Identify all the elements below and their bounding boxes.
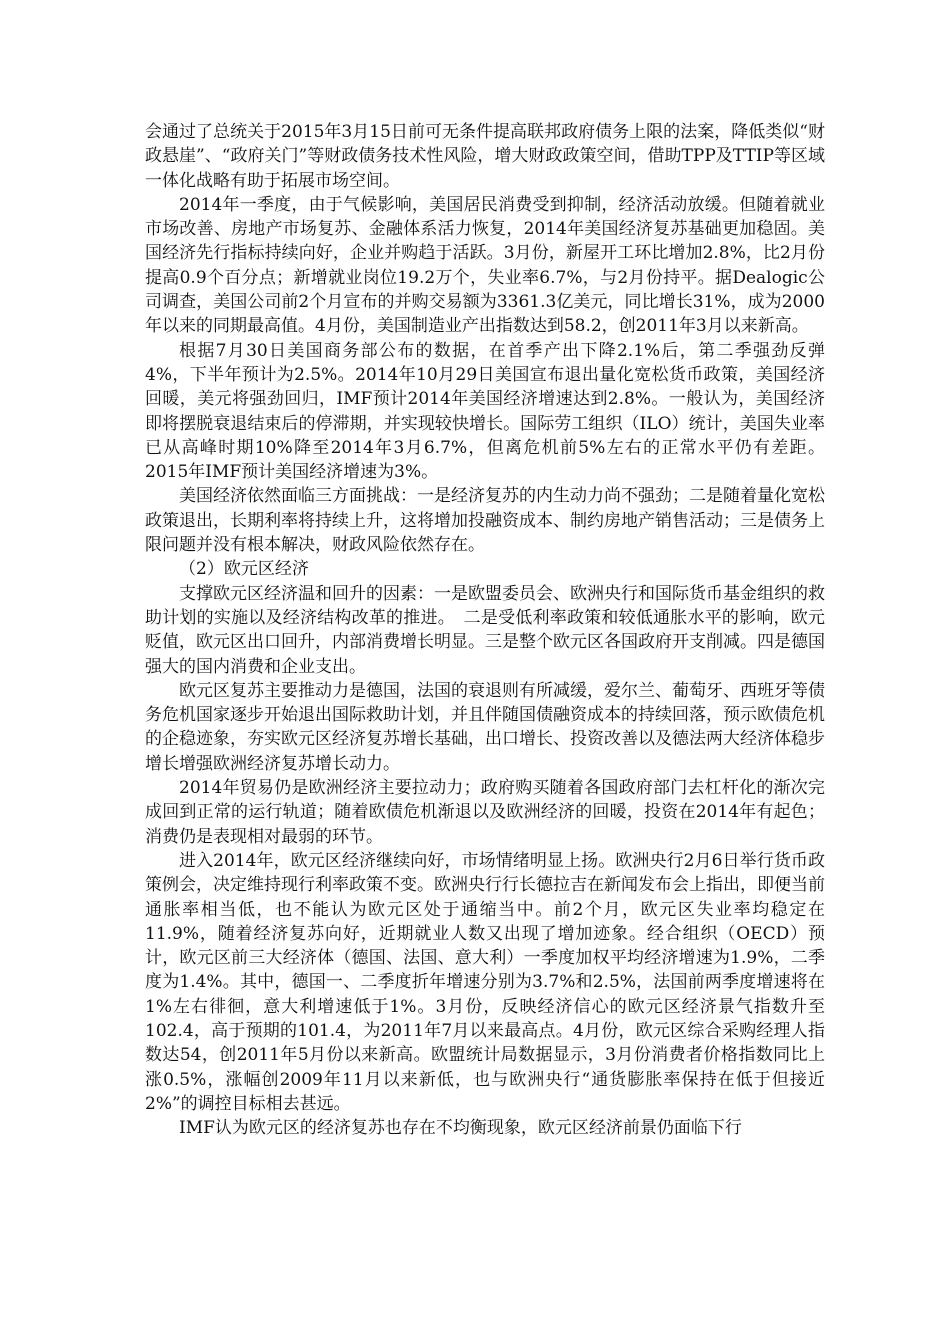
paragraph-eurozone-trade: 2014年贸易仍是欧洲经济主要拉动力；政府购买随着各国政府部门去杠杆化的渐次完成回到正常的运行轨道；随着欧债危机渐退以及欧洲经济的回暖，投资在2014年有起色；消费仍是表现相对最弱的环节。 — [145, 778, 825, 847]
paragraph-eurozone-2014: 进入2014年，欧元区经济继续向好，市场情绪明显上扬。欧洲央行2月6日举行货币政策例会，决定维持现行利率政策不变。欧洲央行行长德拉吉在新闻发布会上指出，即便当前通胀率相当低，也不能认为欧元区处于通缩当中。前2个月，欧元区失业率均稳定在11.9%，随着经济复苏向好，近期就业人数又出现了增加迹象。经合组织（OECD）预计，欧元区前三大经济体（德国、法国、意大利）一季度加权平均经济增速为1.9%，二季度为1.4%。其中，德国一、二季度折年增速分别为3.7%和2.5%，法国前两季度增速将在1%左右徘徊，意大利增速低于1%。3月份，反映经济信心的欧元区经济景气指数升至102.4，高于预期的101.4，为2011年7月以来最高点。4月份，欧元区综合采购经理人指数达54，创2011年5月份以来新高。欧盟统计局数据显示，3月份消费者价格指数同比上涨0.5%，涨幅创2009年11月以来新低，也与欧洲央行“通货膨胀率保持在低于但接近2%”的调控目标相去甚远。 — [145, 850, 825, 1114]
paragraph-eurozone-factors: 支撑欧元区经济温和回升的因素：一是欧盟委员会、欧洲央行和国际货币基金组织的救助计划的实施以及经济结构改革的推进。 二是受低利率政策和较低通胀水平的影响，欧元贬值，欧元区出口回升，内部消费增长明显。三是整个欧元区各国政府开支削减。四是德国强大的国内消费和企业支出。 — [145, 583, 825, 677]
paragraph-us-q1: 2014年一季度，由于气候影响，美国居民消费受到抑制，经济活动放缓。但随着就业市场改善、房地产市场复苏、金融体系活力恢复，2014年美国经济复苏基础更加稳固。美国经济先行指标持续向好，企业并购趋于活跃。3月份，新屋开工环比增加2.8%，比2月份提高0.9个百分点；新增就业岗位19.2万个，失业率6.7%，与2月份持平。据Dealogic公司调查，美国公司前2个月宣布的并购交易额为3361.3亿美元，同比增长31%，成为2000年以来的同期最高值。4月份，美国制造业产出指数达到58.2，创2011年3月以来新高。 — [145, 194, 825, 337]
paragraph-continuation: 会通过了总统关于2015年3月15日前可无条件提高联邦政府债务上限的法案，降低类似“财政悬崖”、“政府关门”等财政债务技术性风险，增大财政政策空间，借助TPP及TTIP等区域一体化战略有助于拓展市场空间。 — [145, 122, 825, 191]
document-body — [145, 120, 825, 1140]
paragraph-imf-eurozone: IMF认为欧元区的经济复苏也存在不均衡现象，欧元区经济前景仍面临下行 — [179, 1118, 742, 1139]
paragraph-eurozone-drivers: 欧元区复苏主要推动力是德国，法国的衰退则有所减缓，爱尔兰、葡萄牙、西班牙等债务危机国家逐步开始退出国际救助计划，并且伴随国债融资成本的持续回落，预示欧债危机的企稳迹象，夯实欧元区经济复苏增长基础，出口增长、投资改善以及德法两大经济体稳步增长增强欧洲经济复苏增长动力。 — [145, 680, 825, 774]
section-heading-eurozone: （2）欧元区经济 — [179, 559, 309, 580]
paragraph-us-q2: 根据7月30日美国商务部公布的数据，在首季产出下降2.1%后，第二季强劲反弹4%，下半年预计为2.5%。2014年10月29日美国宣布退出量化宽松货币政策，美国经济回暖，美元将强劲回归，IMF预计2014年美国经济增速达到2.8%。一般认为，美国经济即将摆脱衰退结束后的停滞期，并实现较快增长。国际劳工组织（ILO）统计，美国失业率已从高峰时期10%降至2014年3月6.7%，但离危机前5%左右的正常水平仍有差距。2015年IMF预计美国经济增速为3%。 — [145, 340, 825, 483]
paragraph-us-challenges: 美国经济依然面临三方面挑战：一是经济复苏的内生动力尚不强劲；二是随着量化宽松政策退出，长期利率将持续上升，这将增加投融资成本、制约房地产销售活动；三是债务上限问题并没有根本解决，财政风险依然存在。 — [145, 486, 825, 556]
